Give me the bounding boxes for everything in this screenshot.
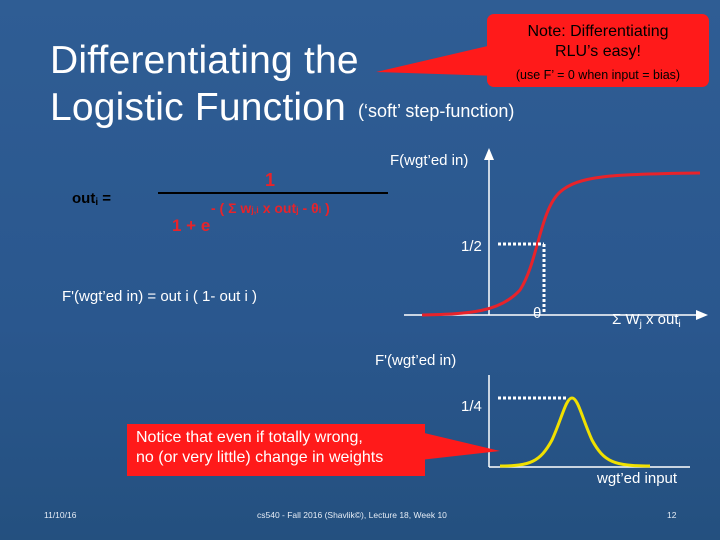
formula-exponent-sub-b: j	[296, 205, 299, 215]
formula-exponent-sub-a: j,i	[251, 205, 259, 215]
formula-exponent-b: x out	[258, 200, 297, 216]
top-graph-x-label-b: x out	[641, 311, 679, 328]
bottom-graph-y-label: F'(wgt’ed in)	[375, 352, 457, 369]
bottom-graph-x-label: wgt’ed input	[597, 470, 678, 487]
formula-lhs-eq: =	[98, 190, 112, 207]
top-graph-x-label-sub-a: j	[639, 319, 642, 330]
formula-exponent-a: - ( Σ w	[211, 200, 252, 216]
notice-pointer-arrow	[420, 432, 500, 460]
half-label: 1/2	[461, 238, 482, 255]
formula-lhs-text: out	[72, 190, 96, 207]
title-line-1: Differentiating the	[50, 39, 359, 82]
top-graph-x-label	[612, 311, 681, 330]
derivative-bell-curve	[500, 398, 650, 466]
subtitle: (‘soft’ step-function)	[358, 101, 515, 121]
formula-lhs-sub: i	[95, 197, 99, 208]
formula-exponent-sub-c: i	[318, 205, 322, 215]
footer-date: 11/10/16	[44, 510, 77, 520]
top-graph-x-arrowhead	[696, 310, 708, 320]
note-main-line-1: Note: Differentiating	[527, 23, 669, 40]
formula-denominator: 1 + e	[172, 216, 211, 235]
note-small-text: (use F’ = 0 when input = bias)	[515, 68, 681, 82]
footer-course: cs540 - Fall 2016 (Shavlik©), Lecture 18, Week 10	[257, 510, 447, 520]
top-graph-y-label: F(wgt’ed in)	[390, 152, 469, 169]
notice-callout	[127, 424, 425, 476]
note-main-line-2: RLU’s easy!	[555, 43, 641, 60]
formula-exponent-c: - θ	[298, 200, 319, 216]
note-pointer-arrow	[376, 45, 498, 76]
formula-exponent-d: )	[321, 200, 330, 216]
derivative-formula: F'(wgt’ed in) = out i ( 1- out i )	[62, 288, 258, 305]
quarter-label: 1/4	[461, 398, 482, 415]
formula-lhs	[72, 190, 111, 208]
top-graph-x-label-a: Σ W	[612, 311, 640, 328]
notice-line-2: no (or very little) change in weights	[136, 449, 384, 466]
notice-line-1: Notice that even if totally wrong,	[136, 429, 363, 446]
formula-exponent	[211, 200, 330, 216]
title-line-2: Logistic Function	[50, 86, 347, 129]
theta-label: θ	[533, 305, 542, 322]
top-graph-y-arrowhead	[484, 148, 494, 160]
top-graph-x-label-sub-b: i	[678, 319, 681, 330]
footer-page-number: 12	[667, 510, 677, 520]
note-callout	[487, 14, 709, 87]
formula-numerator: 1	[265, 170, 276, 190]
